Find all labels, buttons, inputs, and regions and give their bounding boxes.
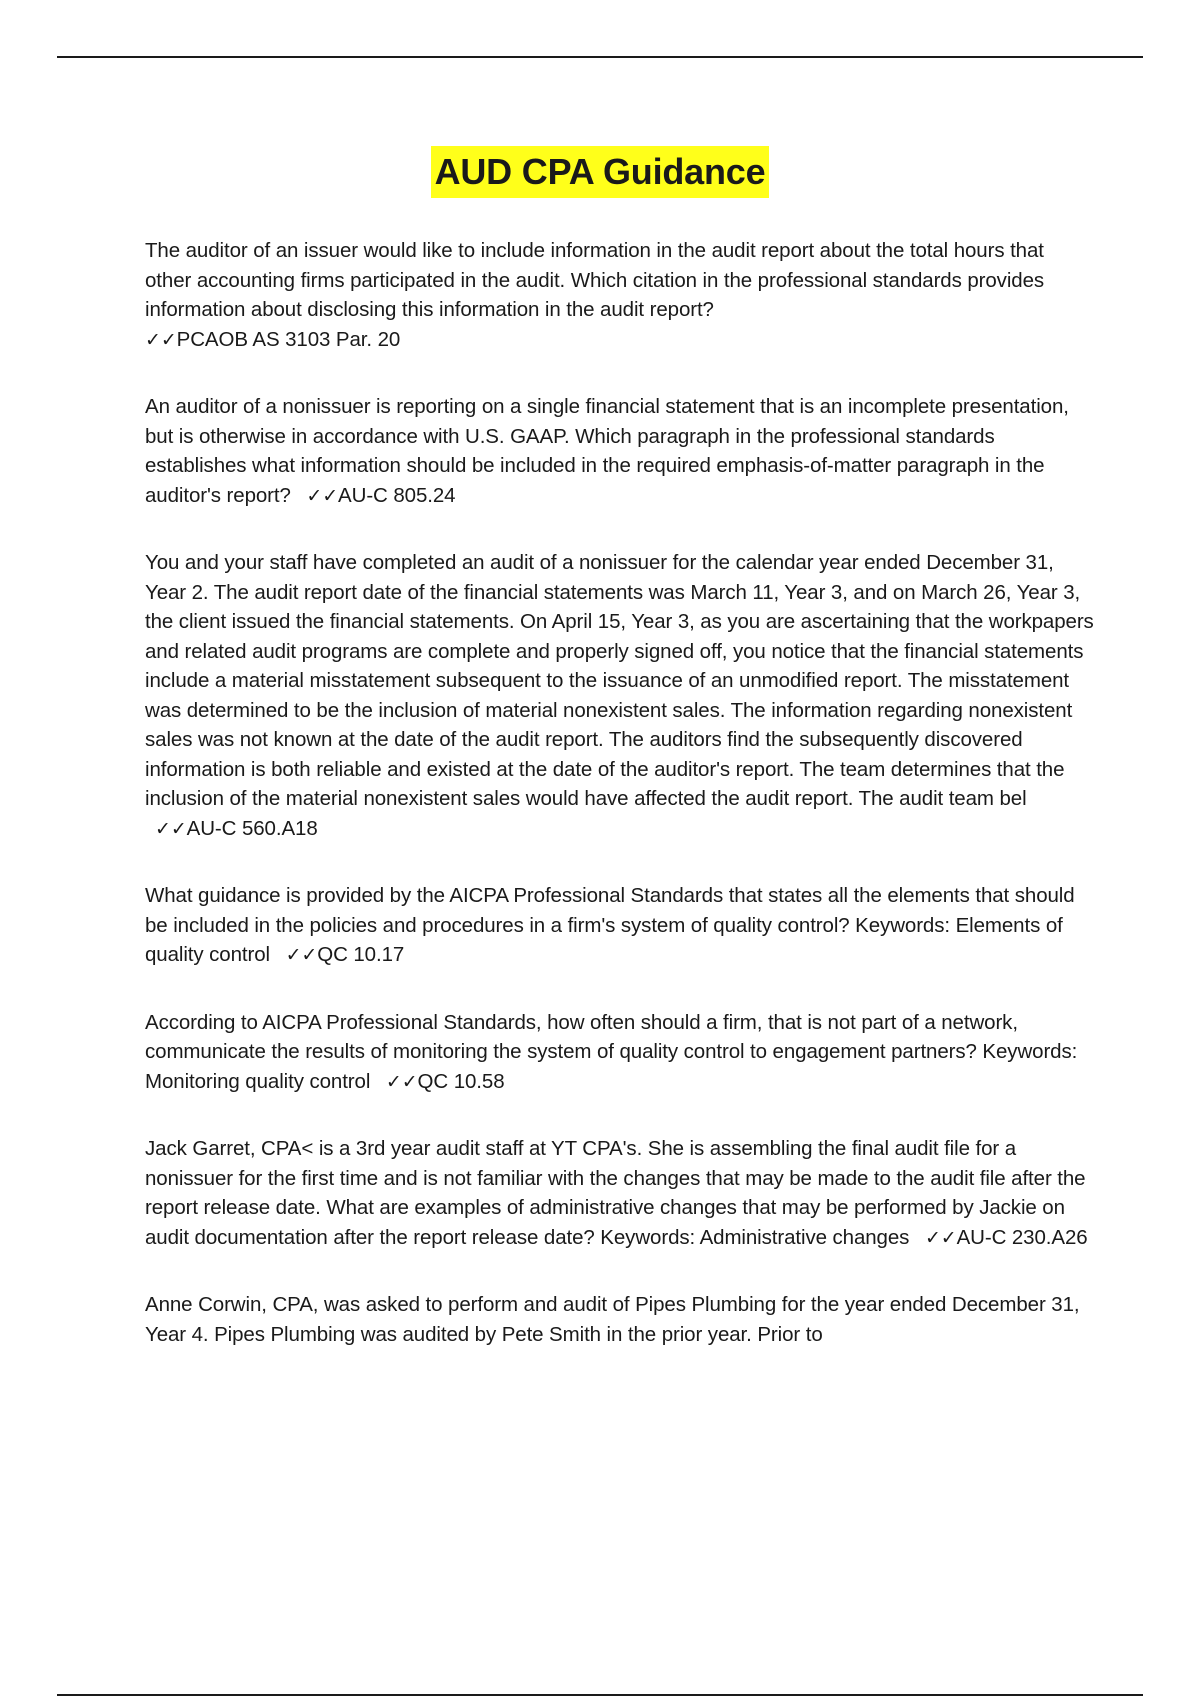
question-text: What guidance is provided by the AICPA Professional Standards that states all the elements that should be included in the policies and procedures in a firm's system of quality control? Keywords: Elements of quality control [145, 884, 1075, 966]
double-check-icon: ✓✓ [306, 484, 339, 507]
answer [286, 943, 405, 966]
question-text: You and your staff have completed an audit of a nonissuer for the calendar year ended December 31, Year 2. The audit report date of the financial statements was March 11, Year 3, and on March 26, Year 3, the client issued the financial statements. On April 15, Year 3, as you are ascertaining that the workpapers and related audit programs are complete and properly signed off, you notice that the financial statements include a material misstatement subsequent to the issuance of an unmodified report. The misstatement was determined to be the inclusion of material nonexistent sales. The information regarding nonexistent sales was not known at the date of the audit report. The auditors find the subsequently discovered information is both reliable and existed at the date of the auditor's report. The team determines that the inclusion of the material nonexistent sales would have affected the audit report. The audit team bel [145, 551, 1094, 810]
double-check-icon: ✓✓ [385, 1070, 418, 1093]
qa-item [145, 881, 1095, 971]
top-rule [57, 56, 1143, 58]
question-text: Jack Garret, CPA< is a 3rd year audit staff at YT CPA's. She is assembling the final audit file for a nonissuer for the first time and is not familiar with the changes that may be made to the audit file after the report release date. What are examples of administrative changes that may be performed by Jackie on audit documentation after the report release date? Keywords: Administrative changes [145, 1137, 1086, 1249]
question-text: Anne Corwin, CPA, was asked to perform and audit of Pipes Plumbing for the year ended December 31, Year 4. Pipes Plumbing was audited by Pete Smith in the prior year. Prior to [145, 1293, 1080, 1346]
double-check-icon: ✓✓ [155, 817, 187, 840]
qa-item [145, 1134, 1095, 1253]
answer [386, 1070, 505, 1093]
title-container [0, 146, 1200, 198]
question-text: According to AICPA Professional Standards, how often should a firm, that is not part of a network, communicate the results of monitoring the system of quality control to engagement partners? Keywords: Monitoring quality control [145, 1010, 1078, 1093]
answer-text: QC 10.17 [317, 943, 405, 966]
qa-item [145, 236, 1095, 355]
answer [155, 817, 318, 840]
answer [145, 325, 1095, 356]
double-check-icon: ✓✓ [924, 1226, 957, 1249]
qa-item [145, 392, 1095, 511]
question-text: The auditor of an issuer would like to include information in the audit report about the total hours that other accounting firms participated in the audit. Which citation in the professional standards provides information about disclosing this information in the audit report? [145, 239, 1045, 321]
question-text: An auditor of a nonissuer is reporting on a single financial statement that is an incomplete presentation, but is otherwise in accordance with U.S. GAAP. Which paragraph in the professional standards establishes what information should be included in the required emphasis-of-matter paragraph in the auditor's report? [145, 395, 1069, 507]
qa-item [145, 1008, 1095, 1098]
answer [306, 484, 455, 507]
document-body [145, 236, 1095, 1386]
qa-item [145, 548, 1095, 844]
answer-text: AU-C 230.A26 [956, 1225, 1088, 1249]
bottom-rule [57, 1694, 1143, 1696]
answer-text: AU-C 560.A18 [186, 816, 318, 840]
answer-text: AU-C 805.24 [338, 483, 456, 507]
double-check-icon: ✓✓ [145, 328, 177, 351]
double-check-icon: ✓✓ [285, 944, 318, 966]
document-title: AUD CPA Guidance [431, 146, 770, 198]
answer [925, 1226, 1088, 1249]
answer-text: QC 10.58 [417, 1069, 505, 1093]
answer-text: PCAOB AS 3103 Par. 20 [176, 327, 401, 351]
qa-item [145, 1290, 1095, 1349]
